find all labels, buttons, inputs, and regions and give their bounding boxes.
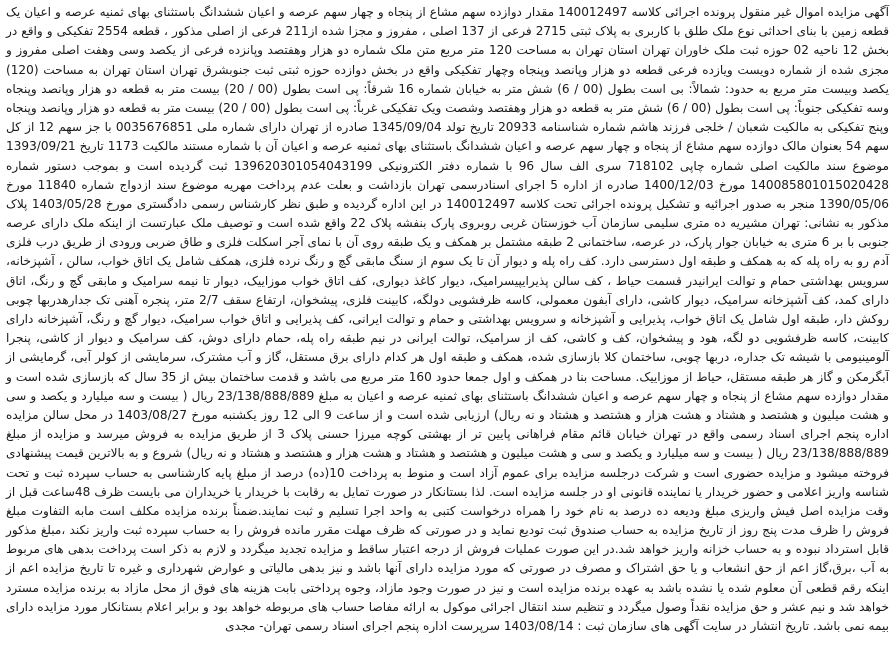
auction-notice-text: آگهی مزایده اموال غیر منقول پرونده اجرائی کلاسه 140012497 مقدار دوازده سهم مشاع از پنجاه و چهار سهم عرصه و اعیان ششدانگ باستثنای بهای ثمنیه عرصه و اعیان یک قطعه زمین با بنای احداثی نوع ملک طلق با کاربری به پلاک ثبتی 2715 فرعی از 137 اصلی ، مفروز و مجزا شده از211 فرعی از اصلی مذکور ، قطعه 2554 تفکیکی و واقع در بخش 12 ناحیه 02 حوزه ثبت ملک خاوران تهران استان تهران به مساحت 120 متر مربع متن ملک شماره دو هزار وهفتصد وپانزده فرعی از یکصد وسی وهفت اصلی مفروز و مجزی شده از شماره دویست ویازده فرعی قطعه دو هزار وپانصد وپنجاه وچهار تفکیکی واقع در بخش دوازده حوزه ثبتی ثبت جنوبشرق تهران استان تهران به مساحت (120) یکصد وبیست متر مربع به حدود: شمالاً: بی است بطول (00 / 6) شش متر به خیابان شماره 16 شرقاً: پی است بطول (00 / 20) بیست متر به قطعه دو هزار وپانصد وپنجاه وسه تفکیکی جنوباً: پی است بطول (00 / 6) شش متر به قطعه دو هزار وهفتصد وشصت ویک تفکیکی غرباً: پی است بطول (00 / 20) بیست متر به قطعه دو هزار وپانصد وپنجاه وپنج تفکیکی به مالکیت شعبان / خلجی فرزند هاشم شماره شناسنامه 20933 تاریخ تولد 1345/09/04 صادره از تهران دارای شماره ملی 0035676851 با جز سهم 12 از کل سهم 54 بعنوان مالک دوازده سهم مشاع از پنجاه و چهار سهم عرصه و اعیان ششدانگ باستثنای بهای ثمنیه عرصه و اعیان آن با شماره مستند مالکیت 1173 تاریخ 1393/09/21 موضوع سند مالکیت اصلی شماره چاپی 718102 سری الف سال 96 با شماره دفتر الکترونیکی 139620301054043199 ثبت گردیده است و بموجب دستور شماره 140085801015020428 مورخ 1400/12/03 صادره از اداره 5 اجرای اسنادرسمی تهران بازداشت و بعلت عدم پرداخت مهریه موضوع سند ازدواج شماره 11840 مورخ 1390/05/06 منجر به صدور اجرائیه و تشکیل پرونده اجرائی تحت کلاسه 140012497 در این اداره گردیده و طبق نظر کارشناس رسمی دادگستری مورخ 1403/05/28 پلاک مذکور به نشانی: تهران مشیریه ده متری سلیمی سازمان آب خوزستان غربی روبروی پارک بنفشه پلاک 22 واقع شده است و توصیف ملک عبارتست از اینکه ملک دارای عرصه جنوبی با بر 6 متری به خیابان جوار پارک، در عرصه، ساختمانی 2 طبقه مشتمل بر همکف و یک طبقه روی آن با نمای آجر اسکلت فلزی و طاق ضربی ورودی از طریق درب فلزی آدم رو به راه پله که به همکف و طبقه اول دسترسی دارد. کف راه پله و دیوار آن تا یک سوم از سنگ مابقی گچ و رنگ نرده فلزی، همکف شامل یک اتاق خواب، سالن ، آشپزخانه، سرویس بهداشتی حمام و توالت ایرانیدر قسمت حیاط ، کف سالن پذیرایپیسرامیک، دیوار کاغذ دیواری، کف اتاق خواب موزاییک، دیوار تا نیمه سرامیک و مابقی گچ و رنگ، اتاق دارای کمد، کف آشپزخانه سرامیک، دیوار کاشی، دارای آبفون معمولی، کاسه ظرفشویی دولگه، کابینت فلزی، پیشخوان، ارتفاع سقف 2/7 متر، پنجره آهنی تک جدارهدربها چوبی روکش دار، طبقه اول شامل یک اتاق خواب، پذیرایی و آشپزخانه و سرویس بهداشتی و حمام و توالت ایرانی، کف پذیرایی و اتاق خواب سرامیک، دیوار گچ و رنگ، آشپزخانه دارای کابینت، کاسه ظرفشویی دو لگه، هود و پیشخوان، کف و کاشی، کف از سرامیک، توالت ایرانی در نیم طبقه راه پله، حمام دارای دوش، کف سرامیک و دیوار از کاشی، پنجرا آلومینیومی با شیشه تک جداره، دربها چوبی، ساختمان کلا بازسازی شده، همکف و طبقه اول هر کدام دارای برق مستقل، گاز و آب مشترک، سرمایشی از کولر آبی، گرمایشی از آبگرمکن و گاز هر طبقه مستقل، حیاط از موزاییک. مساحت بنا در همکف و اول جمعا حدود 160 متر مربع می باشد و قدمت ساختمان بیش از 35 سال که بازسازی شده است و مقدار دوازده سهم مشاع از پنجاه و چهار سهم عرصه و اعیان ششدانگ باستثنای بهای ثمنیه عرصه و اعیان به مبلغ 23/138/888/889 ریال ( بیست و سه میلیارد و یکصد و سی و هشت میلیون و هشتصد و هشتاد و هشت هزار و هشتصد و هشتاد و نه ریال) ارزیابی شده است و از ساعت 9 الی 12 روز یکشنبه مورخ 1403/08/27 در محل سالن مزایده اداره پنجم اجرای اسناد رسمی واقع در تهران خیابان قائم مقام فراهانی پایین تر از بهشتی کوچه میرزا حسنی پلاک 3 از طریق مزایده به فروش میرسد و مزایده از مبلغ 23/138/888/889 ریال ( بیست و سه میلیارد و یکصد و سی و هشت میلیون و هشتصد و هشتاد و هشت هزار و هشتصد و هشتاد و نه ریال) شروع و به بالاترین قیمت پیشنهادی فروخته میشود و مزایده حضوری است و شرکت درجلسه مزایده برای عموم آزاد است و منوط به پرداخت 10(ده) درصد از مبلغ پایه کارشناسی به حساب سپرده ثبت و تحت شناسه واریز اعلامی و حضور خریدار یا نماینده قانونی او در جلسه مزایده است. لذا بستانکار در صورت تمایل به رقابت با خریدار یا خریداران می بایست ظرف 48ساعت قبل از وقت مزایده اصل فیش واریزی مبلغ ودیعه ده درصد به نام خود را همراه درخواست کتبی به واحد اجرا تسلیم و ثبت نمایند.ضمناً برنده مزایده مکلف است مابه التفاوت مبلغ فروش را ظرف مدت پنج روز از تاریخ مزایده به حساب صندوق ثبت تودیع نماید و در صورتی که ظرف مهلت مقرر مانده فروش را به حساب سپرده ثبت واریز نکند ،مبلغ مذکور قابل استرداد نبوده و به حساب خزانه واریز خواهد شد.در این صورت عملیات فروش از درجه اعتبار ساقط و مزایده تجدید میگردد و لازم به ذکر است پرداخت بدهی های مربوط به آب ،برق،گاز اعم از حق انشعاب و یا حق اشتراک و مصرف در صورتی که مورد مزایده دارای آنها باشد و نیز بدهی مالیاتی و عوارض شهرداری و غیره تا تاریخ مزایده اعم از اینکه رقم قطعی آن معلوم شده یا نشده باشد به عهده برنده مزایده است و نیز در صورت وجود مازاد، وجوه پرداختی بابت هزینه های فوق از محل مازاد به برنده مزایده مسترد خواهد شد و نیم عشر و حق مزایده نقداً وصول میگردد و تنظیم سند انتقال اجرائی موکول به ارائه مفاصا حساب های مربوطه خواهد بود و برابر اعلام بستانکار مورد مزایده دارای بیمه نمی باشد. تاریخ انتشار در سایت آگهی های سازمان ثبت : 1403/08/14 سرپرست اداره پنجم اجرای اسناد رسمی تهران- مجدی: [6, 5, 890, 633]
